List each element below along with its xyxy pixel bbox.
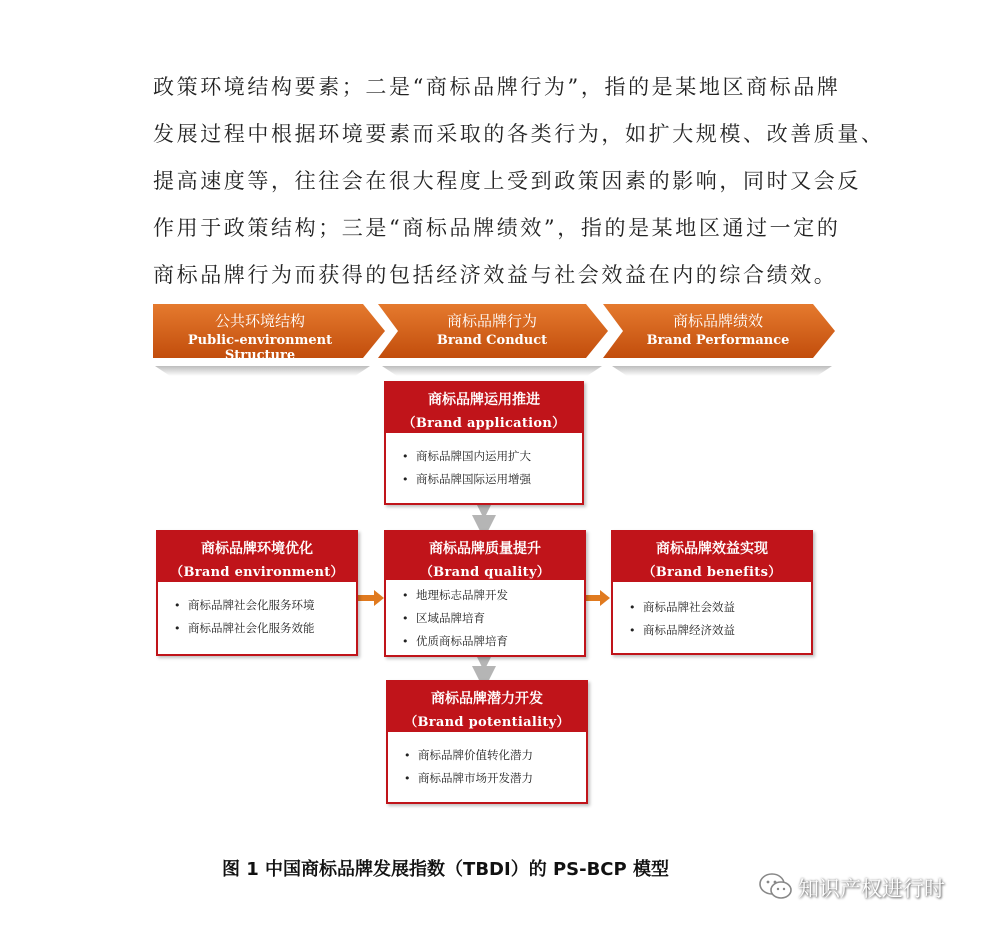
box-subtitle: （Brand environment） (170, 565, 344, 580)
box-title: 商标品牌环境优化 (201, 541, 313, 557)
stage-title: 商标品牌绩效 (672, 312, 763, 330)
list-item: • 商标品牌社会效益 (629, 596, 811, 619)
box-brand-application (384, 381, 584, 505)
list-item: • 地理标志品牌开发 (402, 584, 584, 607)
box-header (386, 532, 584, 580)
box-title: 商标品牌运用推进 (428, 392, 540, 408)
box-subtitle: （Brand potentiality） (404, 715, 570, 730)
box-list (386, 580, 584, 653)
paragraph-line: 政策环境结构要素；二是“商标品牌行为”，指的是某地区商标品牌 (153, 75, 841, 99)
list-item: • 商标品牌国内运用扩大 (402, 445, 582, 468)
paragraph-line: 发展过程中根据环境要素而采取的各类行为，如扩大规模、改善质量、 (153, 122, 885, 146)
box-list (613, 582, 811, 642)
box-brand-environment (156, 530, 358, 656)
box-subtitle: （Brand quality） (419, 565, 551, 580)
arrow-right-icon (586, 590, 610, 606)
stage-subtitle: Brand Performance (646, 333, 790, 348)
paragraph-line: 提高速度等，往往会在很大程度上受到政策因素的影响，同时又会反 (153, 169, 861, 193)
watermark (758, 869, 978, 905)
box-subtitle: （Brand application） (402, 416, 566, 431)
wechat-icon (758, 871, 794, 903)
paragraph-line: 商标品牌行为而获得的包括经济效益与社会效益在内的综合绩效。 (153, 263, 838, 287)
box-brand-benefits (611, 530, 813, 655)
list-item: • 商标品牌经济效益 (629, 619, 811, 642)
box-list (158, 582, 356, 640)
box-header (386, 383, 582, 433)
box-list (386, 433, 582, 491)
box-subtitle: （Brand benefits） (642, 565, 782, 580)
box-header (158, 532, 356, 582)
box-list (388, 732, 586, 790)
list-item: • 商标品牌国际运用增强 (402, 468, 582, 491)
stage-title: 公共环境结构 (214, 312, 305, 330)
arrow-right-icon (358, 590, 384, 606)
list-item: • 优质商标品牌培育 (402, 630, 584, 653)
list-item: • 商标品牌社会化服务效能 (174, 617, 356, 640)
box-title: 商标品牌潜力开发 (431, 691, 543, 707)
list-item: • 商标品牌市场开发潜力 (404, 767, 586, 790)
figure-caption: 图 1 中国商标品牌发展指数（TBDI）的 PS-BCP 模型 (222, 859, 669, 880)
stage-subtitle: Public-environment Structure (187, 333, 333, 363)
box-header (613, 532, 811, 582)
box-brand-potentiality (386, 680, 588, 804)
box-header (388, 682, 586, 732)
box-brand-quality (384, 530, 586, 657)
box-title: 商标品牌效益实现 (656, 541, 768, 557)
box-title: 商标品牌质量提升 (429, 541, 541, 557)
list-item: • 商标品牌社会化服务环境 (174, 594, 356, 617)
stage-title: 商标品牌行为 (446, 312, 537, 330)
stage-subtitle: Brand Conduct (436, 333, 548, 348)
list-item: • 商标品牌价值转化潜力 (404, 744, 586, 767)
list-item: • 区域品牌培育 (402, 607, 584, 630)
watermark-text: 知识产权进行时 (798, 877, 945, 901)
paragraph-line: 作用于政策结构；三是“商标品牌绩效”，指的是某地区通过一定的 (153, 216, 841, 240)
